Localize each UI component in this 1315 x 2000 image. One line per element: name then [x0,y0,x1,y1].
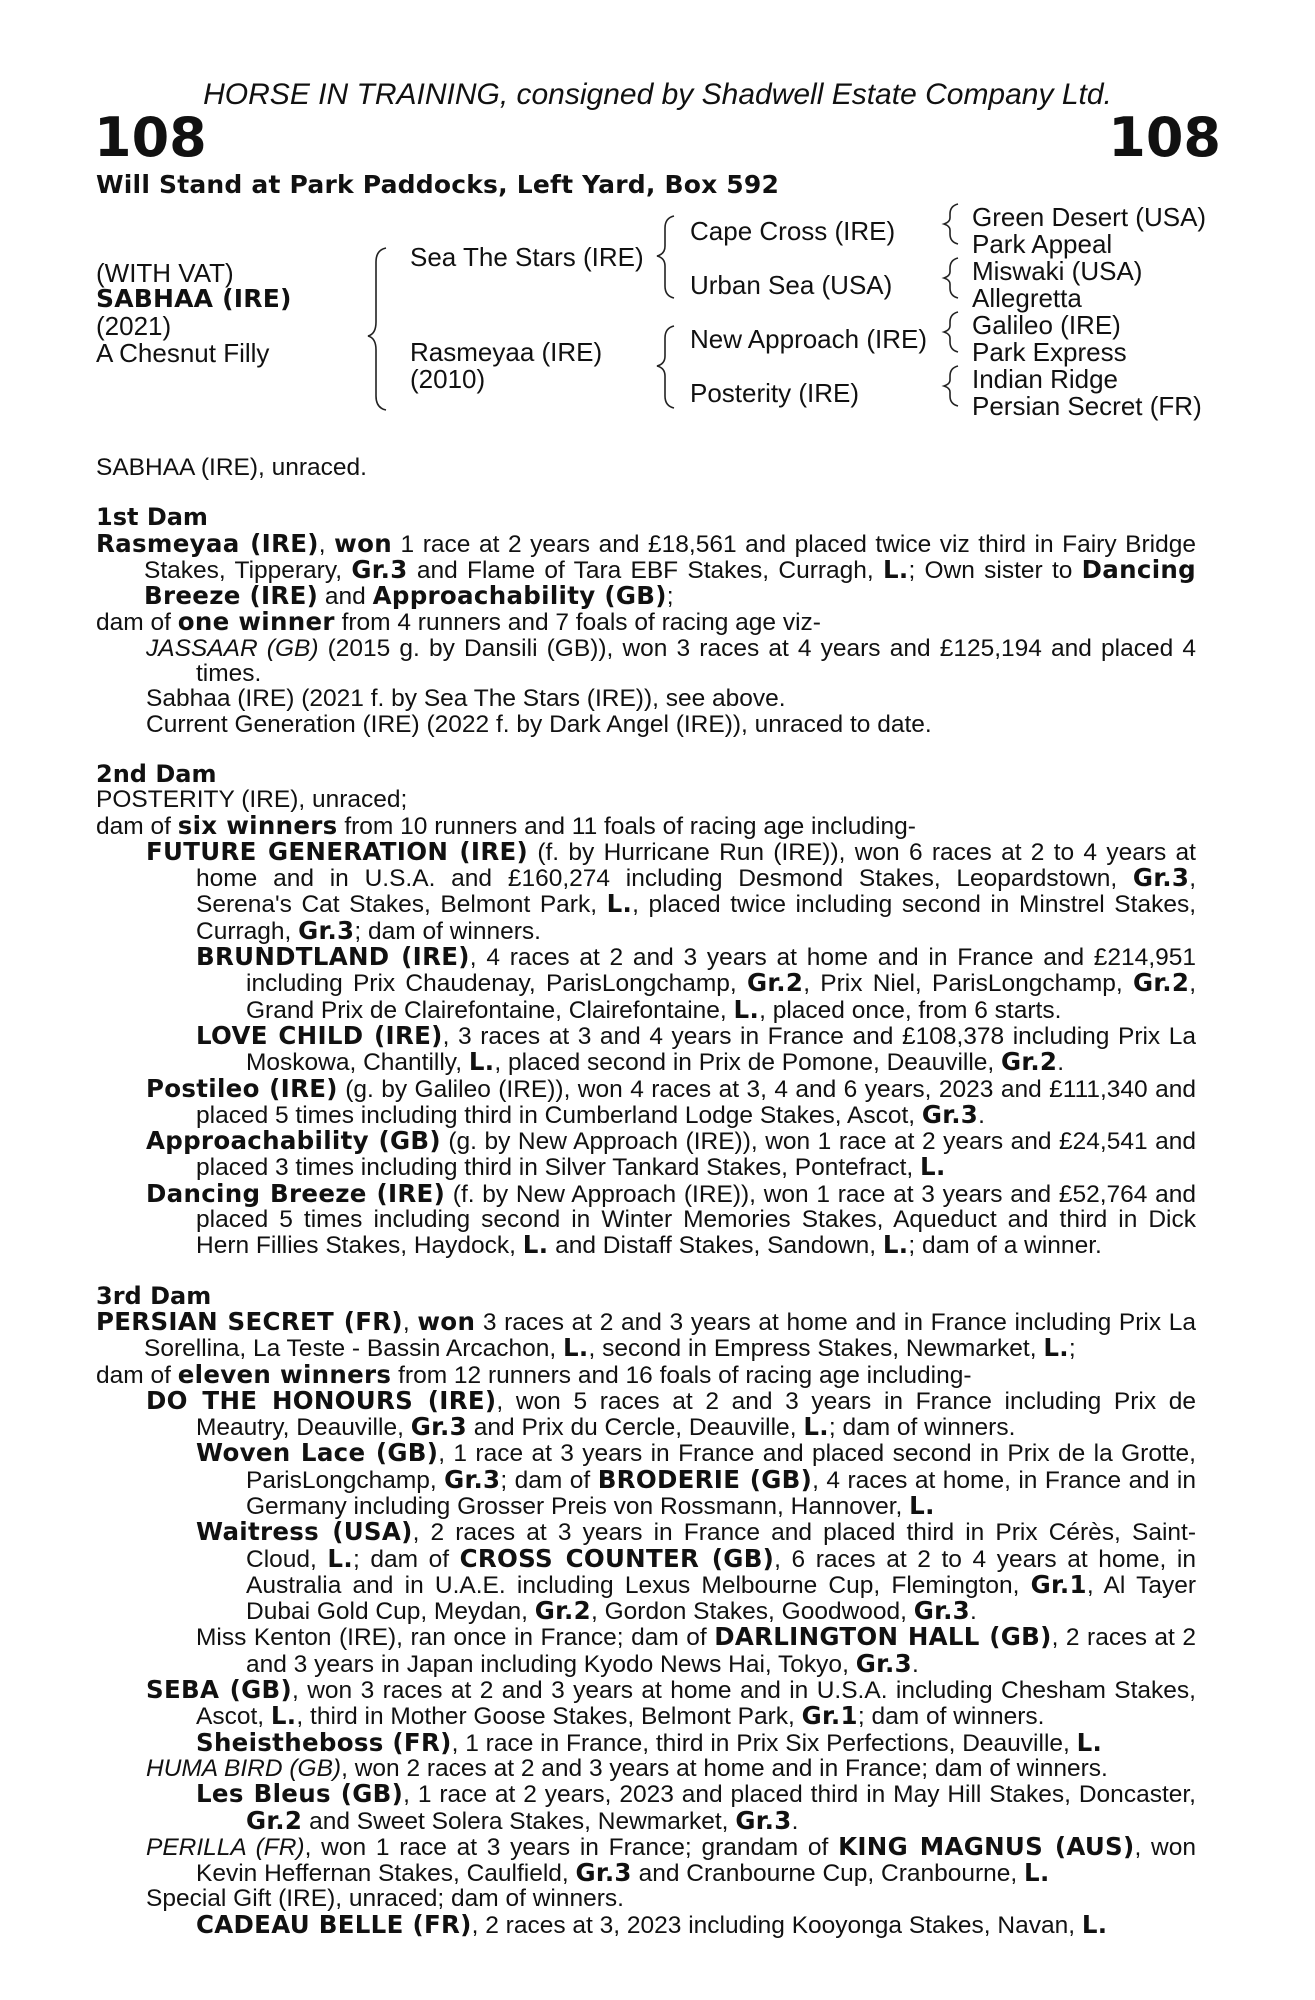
pedigree-gg4: Allegretta [972,283,1082,313]
pedigree-gg5: Galileo (IRE) [972,310,1121,340]
brace-g4 [944,366,958,406]
produce-approachability: Approachability (GB) (g. by New Approach (IRE)), won 1 race at 2 years and £24,541 and placed 3 times including third in Silver Tankard Stakes, Pontefract, L. [146,1126,1196,1182]
produce-love-child: LOVE CHILD (IRE), 3 races at 3 and 4 years in France and £108,378 including Prix La Moskowa, Chantilly, L., placed second in Prix de Pomone, Deauville, Gr.2. [196,1020,1196,1077]
second-dam-produce-summary: dam of six winners from 10 runners and 11 foals of racing age including- [96,810,916,840]
third-dam-heading: 3rd Dam [96,1281,212,1310]
brace-main [368,248,386,410]
pedigree-dam-dam: Posterity (IRE) [690,378,860,408]
lot-number-right: 108 [1108,106,1221,169]
second-dam-line: POSTERITY (IRE), unraced; [96,786,408,814]
stabling-location: Will Stand at Park Paddocks, Left Yard, Box 592 [96,170,780,199]
produce-brundtland: BRUNDTLAND (IRE), 4 races at 2 and 3 years at home and in France and £214,951 including Prix Chaudenay, ParisLongchamp, Gr.2, Prix Niel, ParisLongchamp, Gr.2, Grand Prix de Clairefontaine, Clairefontaine, L., placed once, from 6 starts. [196,942,1197,1024]
second-dam-heading: 2nd Dam [96,759,217,788]
produce-do-the-honours: DO THE HONOURS (IRE), won 5 races at 2 and 3 years in France including Prix de Meautry, Deauville, Gr.3 and Prix du Cercle, Deauville, L.; dam of winners. [146,1385,1196,1442]
produce-miss-kenton: Miss Kenton (IRE), ran once in France; dam of DARLINGTON HALL (GB), 2 races at 2 and 3 years in Japan including Kyodo News Hai, Tokyo, Gr.3. [196,1622,1196,1678]
third-dam-entry: PERSIAN SECRET (FR), won 3 races at 2 and 3 years at home and in France including Prix La Sorellina, La Teste - Bassin Arcachon, L., second in Empress Stakes, Newmarket, L.; [96,1306,1196,1363]
brace-dam [657,326,674,408]
pedigree-gg6: Park Express [972,337,1127,367]
catalogue-header: HORSE IN TRAINING, consigned by Shadwell Estate Company Ltd. [203,78,1112,111]
produce-perilla: PERILLA (FR), won 1 race at 3 years in France; grandam of KING MAGNUS (AUS), won Kevin Heffernan Stakes, Caulfield, Gr.3 and Cranbourne Cup, Cranbourne, L. [146,1831,1197,1888]
race-record-intro: SABHAA (IRE), unraced. [96,454,367,481]
horse-year: (2021) [96,311,172,341]
produce-jassaar: JASSAAR (GB) (2015 g. by Dansili (GB)), won 3 races at 4 years and £125,194 and placed 4 times. [146,634,1196,688]
vat-label: (WITH VAT) [96,258,234,288]
produce-special-gift: Special Gift (IRE), unraced; dam of winners. [146,1885,624,1913]
pedigree-gg1: Green Desert (USA) [972,202,1207,232]
pedigree-gg2: Park Appeal [972,229,1113,259]
pedigree-dam: Rasmeyaa (IRE) [410,337,603,367]
lot-number-left: 108 [94,106,207,169]
pedigree-sire-dam: Urban Sea (USA) [690,270,893,300]
horse-name: SABHAA (IRE) [96,284,292,313]
pedigree-sire-sire: Cape Cross (IRE) [690,216,896,246]
produce-woven-lace: Woven Lace (GB), 1 race at 3 years in France and placed second in Prix de la Grotte, ParisLongchamp, Gr.3; dam of BRODERIE (GB), 4 races at home, in France and in Germany including Grosser Preis von Rossmann, Hannover, L. [196,1438,1196,1520]
brace-sire [657,216,674,298]
produce-postileo: Postileo (IRE) (g. by Galileo (IRE)), won 4 races at 3, 4 and 6 years, 2023 and £111,340 and placed 5 times including third in Cumberland Lodge Stakes, Ascot, Gr.3. [146,1073,1196,1129]
pedigree-sire: Sea The Stars (IRE) [410,242,644,272]
produce-current-generation: Current Generation (IRE) (2022 f. by Dark Angel (IRE)), unraced to date. [146,710,932,738]
brace-g2 [944,258,958,298]
pedigree-dam-sire: New Approach (IRE) [690,324,927,354]
first-dam-entry: Rasmeyaa (IRE), won 1 race at 2 years and £18,561 and placed twice viz third in Fairy Bridge Stakes, Tipperary, Gr.3 and Flame of Tara EBF Stakes, Curragh, L.; Own sister to Dancing Breeze (IRE) and Approachability (GB); [96,528,1196,611]
produce-dancing-breeze: Dancing Breeze (IRE) (f. by New Approach (IRE)), won 1 race at 3 years and £52,764 and placed 5 times including second in Winter Memories Stakes, Aqueduct and third in Dick Hern Fillies Stakes, Haydock, L. and Distaff Stakes, Sandown, L.; dam of a winner. [146,1178,1196,1260]
pedigree-gg7: Indian Ridge [972,364,1118,394]
pedigree-dam-year: (2010) [410,364,486,394]
produce-future-generation: FUTURE GENERATION (IRE) (f. by Hurricane Run (IRE)), won 6 races at 2 to 4 years at home and in U.S.A. and £160,274 including Desmond Stakes, Leopardstown, Gr.3, Serena's Cat Stakes, Belmont Park, L., placed twice including second in Minstrel Stakes, Curragh, Gr.3; dam of winners. [146,836,1196,945]
pedigree-gg3: Miswaki (USA) [972,256,1143,286]
produce-seba: SEBA (GB), won 3 races at 2 and 3 years at home and in U.S.A. including Chesham Stakes, Ascot, L., third in Mother Goose Stakes, Belmont Park, Gr.1; dam of winners. [146,1675,1196,1731]
produce-sabhaa: Sabhaa (IRE) (2021 f. by Sea The Stars (IRE)), see above. [146,685,786,713]
produce-waitress: Waitress (USA), 2 races at 3 years in France and placed third in Prix Cérès, Saint-Cloud, L.; dam of CROSS COUNTER (GB), 6 races at 2 to 4 years at home, in Australia and in U.A.E. including Lexus Melbourne Cup, Flemington, Gr.1, Al Tayer Dubai Gold Cup, Meydan, Gr.2, Gordon Stakes, Goodwood, Gr.3. [196,1517,1196,1626]
horse-description: A Chesnut Filly [96,338,270,368]
pedigree-notes [96,455,1196,1938]
third-dam-produce-summary: dam of eleven winners from 12 runners and 16 foals of racing age including- [96,1359,972,1389]
produce-les-bleus: Les Bleus (GB), 1 race at 2 years, 2023 and placed third in May Hill Stakes, Doncaster, Gr.2 and Sweet Solera Stakes, Newmarket, Gr.3. [196,1779,1196,1835]
first-dam-produce-summary: dam of one winner from 4 runners and 7 foals of racing age viz- [96,607,821,637]
produce-huma-bird: HUMA BIRD (GB), won 2 races at 2 and 3 years at home and in France; dam of winners. [146,1754,1108,1782]
brace-g3 [944,312,958,352]
pedigree-gg8: Persian Secret (FR) [972,391,1202,421]
brace-g1 [944,204,958,244]
first-dam-heading: 1st Dam [96,503,208,532]
produce-sheistheboss: Sheistheboss (FR), 1 race in France, third in Prix Six Perfections, Deauville, L. [196,1727,1103,1757]
produce-cadeau-belle: CADEAU BELLE (FR), 2 races at 3, 2023 including Kooyonga Stakes, Navan, L. [196,1909,1108,1939]
